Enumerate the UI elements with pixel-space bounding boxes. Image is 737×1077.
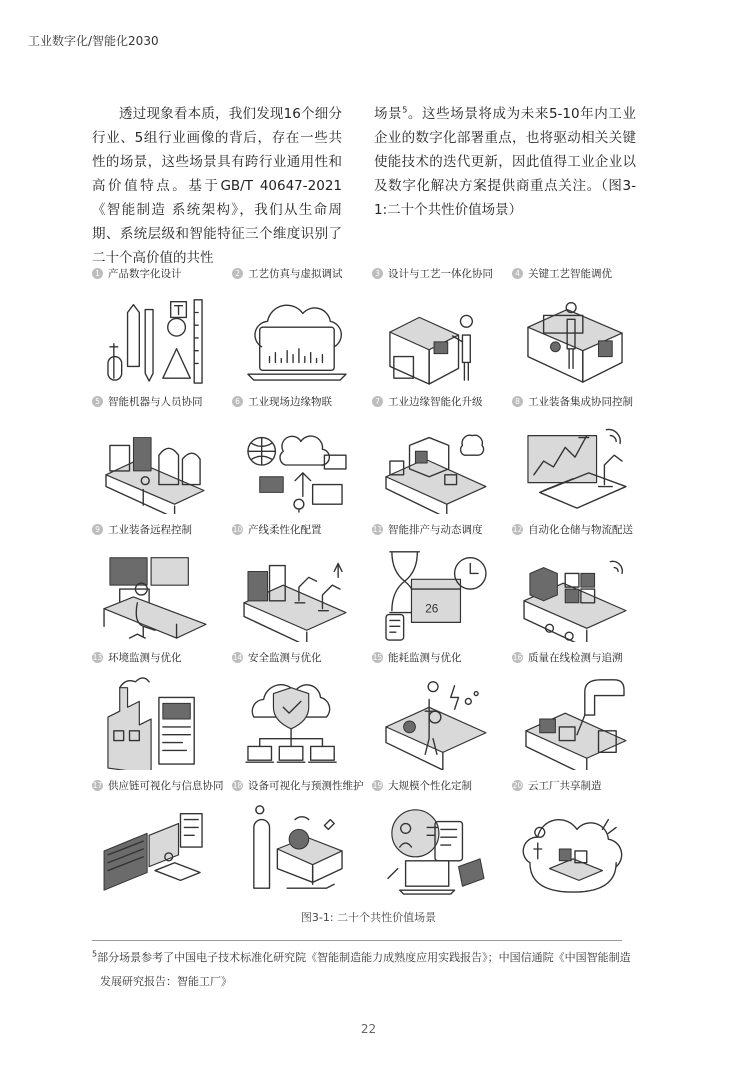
scenario-item — [226, 522, 366, 649]
scenario-item — [226, 778, 366, 905]
scenario-number-badge: 10 — [232, 525, 243, 534]
right-paragraph-start: 场景 — [374, 106, 403, 122]
scenario-item — [86, 266, 226, 393]
svg-text:26: 26 — [425, 602, 439, 616]
scenario-label — [232, 266, 343, 281]
scenario-label — [232, 522, 322, 537]
scenario-label — [372, 266, 493, 281]
scenario-label — [512, 650, 623, 665]
conveyor-cloud-icon — [376, 416, 494, 514]
scenario-label — [372, 778, 472, 793]
scenario-title: 环境监测与优化 — [108, 652, 182, 664]
scenario-title: 工业装备远程控制 — [108, 524, 192, 536]
scenario-number-badge: 3 — [372, 268, 383, 279]
scenario-number-badge: 16 — [512, 653, 523, 662]
scenario-title: 质量在线检测与追溯 — [528, 652, 623, 664]
machine-worker-icon — [376, 288, 494, 386]
scenario-title: 工业现场边缘物联 — [248, 396, 332, 408]
scenario-title: 产线柔性化配置 — [248, 524, 322, 536]
scenario-label — [92, 778, 224, 793]
figure-caption: 图3-1: 二十个共性价值场景 — [300, 911, 437, 924]
scenario-item — [226, 650, 366, 777]
scenario-title: 工艺仿真与虚拟调试 — [248, 268, 343, 280]
scenario-number-badge: 1 — [92, 268, 103, 279]
footnote-line-2: 发展研究报告：智能工厂》 — [100, 975, 232, 988]
cloud-laptop-icon — [236, 288, 354, 386]
scenario-number-badge: 4 — [512, 268, 523, 279]
factory-monitor-icon — [96, 672, 214, 770]
scenario-label — [92, 650, 182, 665]
footnote-line-1: 部分场景参考了中国电子技术标准化研究院《智能制造能力成熟度应用实践报告》；中国信通院《中国智能制造 — [97, 951, 631, 964]
scenario-item — [86, 394, 226, 521]
scenario-number-badge: 18 — [232, 781, 243, 790]
remote-desk-icon — [96, 544, 214, 642]
scenario-number-badge: 19 — [372, 781, 383, 790]
scenario-number-badge: 15 — [372, 653, 383, 662]
scenario-number-badge: 2 — [232, 268, 243, 279]
edge-iot-icon — [236, 416, 354, 514]
scenario-item — [86, 522, 226, 649]
scenario-item — [506, 778, 646, 905]
scenario-title: 产品数字化设计 — [108, 268, 182, 280]
scenario-number-badge: 20 — [512, 781, 523, 790]
right-paragraph — [374, 102, 636, 222]
scenario-number-badge: 8 — [512, 396, 523, 407]
custom-design-icon — [376, 800, 494, 898]
scenario-item — [366, 266, 506, 393]
scenario-item — [86, 778, 226, 905]
scenario-label — [92, 394, 203, 409]
running-header: 工业数字化/智能化2030 — [28, 34, 159, 48]
left-paragraph: 透过现象看本质，我们发现16个细分行业、5组行业画像的背后，存在一些共性的场景，这些场景具有跨行业通用性和高价值特点。基于GB/T 40647-2021《智能制造 系统架构》，我们从生命周期、系统层级和智能特征三个维度识别了二十个高价值的共性 — [92, 106, 342, 266]
energy-conveyor-icon — [376, 672, 494, 770]
scenario-title: 自动化仓储与物流配送 — [528, 524, 633, 536]
scenario-label — [512, 266, 612, 281]
hourglass-clock-icon — [376, 544, 494, 642]
scenario-label — [372, 522, 483, 537]
scenario-title: 工业边缘智能化升级 — [388, 396, 483, 408]
scenario-item — [506, 394, 646, 521]
scenario-item — [366, 394, 506, 521]
scenario-title: 智能排产与动态调度 — [388, 524, 483, 536]
scenario-number-badge: 12 — [512, 525, 523, 534]
scenario-title: 设计与工艺一体化协同 — [388, 268, 493, 280]
scenario-item — [506, 522, 646, 649]
scenario-label — [512, 778, 602, 793]
scenario-label — [512, 394, 633, 409]
scenario-number-badge: 7 — [372, 396, 383, 407]
scenario-label — [92, 522, 192, 537]
scenario-title: 工业装备集成协同控制 — [528, 396, 633, 408]
scenario-number-badge: 13 — [92, 653, 103, 662]
warehouse-agv-icon — [516, 544, 634, 642]
scenario-number-badge: 9 — [92, 524, 103, 535]
body-left-column — [92, 102, 342, 270]
scenario-item — [366, 522, 506, 649]
scenario-label — [372, 650, 462, 665]
footnote — [92, 946, 632, 994]
scenario-label — [372, 394, 483, 409]
cloud-factory-icon — [516, 800, 634, 898]
flexible-line-icon — [236, 544, 354, 642]
scenario-item — [226, 394, 366, 521]
scenario-title: 大规模个性化定制 — [388, 780, 472, 792]
scenario-number-badge: 5 — [92, 396, 103, 407]
scenario-title: 智能机器与人员协同 — [108, 396, 203, 408]
supply-screens-icon — [96, 800, 214, 898]
page-number: 22 — [360, 1022, 377, 1036]
scenario-title: 安全监测与优化 — [248, 652, 322, 664]
scenario-number-badge: 11 — [372, 525, 383, 534]
scenario-label — [232, 650, 322, 665]
scenario-label — [232, 394, 332, 409]
scenario-title: 设备可视化与预测性维护 — [248, 780, 364, 792]
scenario-item — [226, 266, 366, 393]
scenario-item — [366, 650, 506, 777]
scenario-number-badge: 14 — [232, 653, 243, 662]
scenario-title: 关键工艺智能调优 — [528, 268, 612, 280]
shield-cloud-icon — [236, 672, 354, 770]
scenario-item — [366, 778, 506, 905]
design-tools-icon — [96, 288, 214, 386]
scenario-label — [92, 266, 182, 281]
scenario-title: 云工厂共享制造 — [528, 780, 602, 792]
scenario-label — [232, 778, 364, 793]
scanner-line-icon — [516, 672, 634, 770]
scenario-number-badge: 6 — [232, 396, 243, 407]
footnote-divider — [92, 940, 622, 941]
footnote-ref[interactable]: 5 — [402, 105, 408, 115]
scenario-item — [506, 266, 646, 393]
factory-line-icon — [96, 416, 214, 514]
scenario-item — [506, 650, 646, 777]
scenario-item — [86, 650, 226, 777]
scenario-number-badge: 17 — [92, 781, 103, 790]
robot-arm-icon — [516, 416, 634, 514]
scenario-title: 供应链可视化与信息协同 — [108, 780, 224, 792]
lathe-worker-icon — [516, 288, 634, 386]
right-paragraph-rest: 。这些场景将成为未来5-10年内工业企业的数字化部署重点，也将驱动相关关键使能技术的迭代更新，因此值得工业企业以及数字化解决方案提供商重点关注。（图3-1:二十个共性价值场景） — [374, 106, 637, 218]
footnote-marker: 5 — [92, 949, 98, 959]
maintenance-icon — [236, 800, 354, 898]
body-right-column — [374, 102, 636, 222]
scenario-label — [512, 522, 633, 537]
scenario-title: 能耗监测与优化 — [388, 652, 462, 664]
